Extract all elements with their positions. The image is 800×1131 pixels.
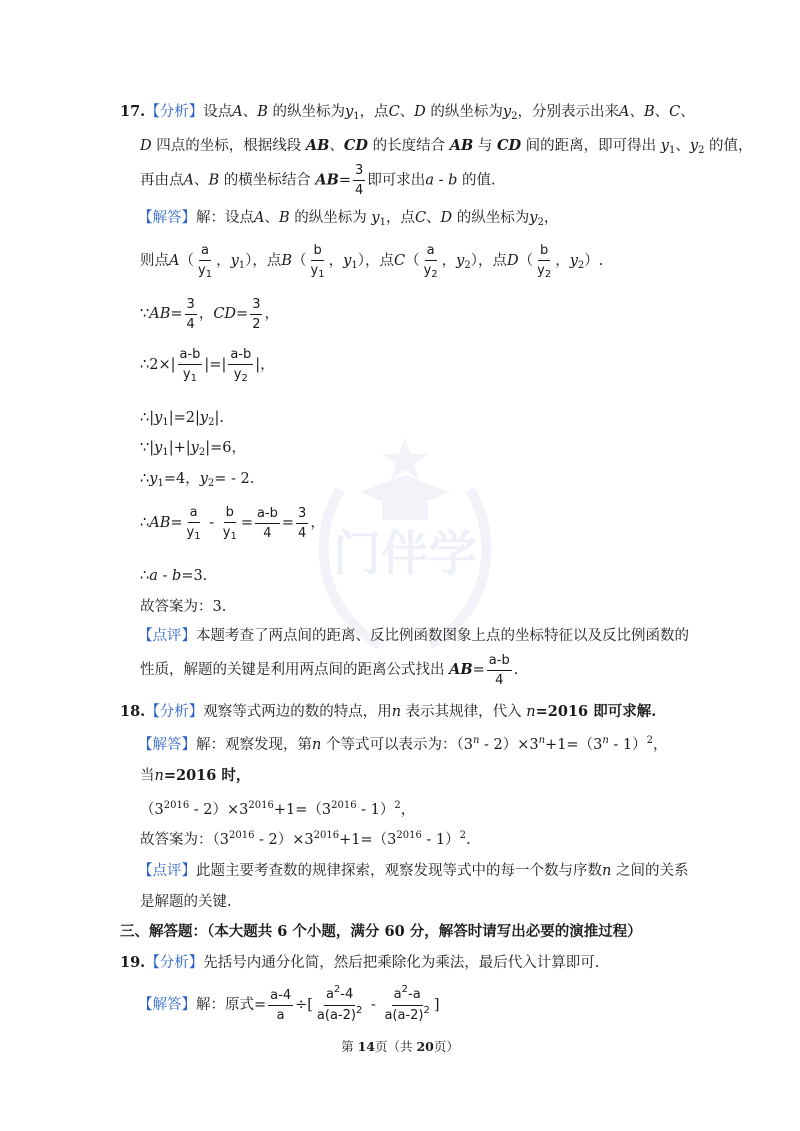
fraction: $\frac{b}{y_2}$ bbox=[537, 243, 552, 280]
page-number: 14 bbox=[357, 1039, 375, 1054]
fraction: $\frac{3}{2}$ bbox=[252, 296, 261, 332]
q18-comment-tag: 【点评】 bbox=[138, 863, 196, 879]
q17-answer-tag: 【解答】 bbox=[138, 210, 196, 226]
fraction: $\frac{b}{y_1}$ bbox=[310, 243, 325, 280]
q18-answer-tag: 【解答】 bbox=[138, 737, 196, 753]
watermark-text: 门伴学 bbox=[332, 526, 478, 582]
q17-answer-line-2: 则点A（ $\frac{a}{y_1}$ ，$y_1$），点B（ $\frac{b}{y_1}$ ，$y_1$），点C（ $\frac{a}{y_2}$ ，$y_2$），点D（ $\frac{b}{y_2}$ ，$y_2$）. bbox=[140, 243, 604, 280]
q17-comment-tag: 【点评】 bbox=[138, 628, 196, 644]
page-total: 20 bbox=[416, 1039, 434, 1054]
q18-number: 18. bbox=[120, 703, 146, 720]
q17-answer-line-10: 故答案为：3. bbox=[140, 599, 227, 615]
q17-answer-line-4: ∴2×| $\frac{a-b}{y_1}$ |=| $\frac{a-b}{y_2}$ |， bbox=[140, 347, 275, 384]
q17-answer-line-3: ∵AB= $\frac{3}{4}$ ，CD= $\frac{3}{2}$ ， bbox=[140, 296, 279, 332]
fraction: $\frac{b}{y_1}$ bbox=[222, 505, 237, 542]
fraction: $\frac{3}{4}$ bbox=[186, 296, 195, 332]
q17-answer-line-9: ∴a - b=3. bbox=[140, 568, 208, 584]
fraction: $\frac{a-b}{y_2}$ bbox=[230, 347, 252, 384]
q19-number: 19. bbox=[120, 954, 146, 971]
q17-answer-line-5: $\therefore|y_1|=2|y_2|$. bbox=[140, 410, 224, 428]
q19-analysis-tag: 【分析】 bbox=[145, 955, 204, 971]
fraction: $\frac{a^2-4}{a(a-2)^2}$ bbox=[316, 983, 363, 1023]
q17-answer-line-7: $\therefore y_1=4$，$y_2= - 2$. bbox=[140, 471, 255, 489]
fraction: $\frac{a-4}{a}$ bbox=[270, 987, 292, 1023]
q18-analysis-line: 18.【分析】观察等式两边的数的特点，用n 表示其规律，代入 n=2016 即可求解. bbox=[120, 703, 657, 720]
q19-answer-line: 【解答】解：原式= $\frac{a-4}{a}$ ÷[ $\frac{a^2-4}{a(a-2)^2}$ - $\frac{a^2-a}{a(a-2)^2}$ ] bbox=[138, 983, 440, 1023]
q17-analysis-line-1: 17.【分析】设点A、B 的纵坐标为$y_1$，点C、D 的纵坐标为$y_2$，分别表示出来A、B、C、 bbox=[120, 103, 695, 122]
fraction: $\frac{3}{4}$ bbox=[298, 505, 307, 541]
fraction: $\frac{a-b}{4}$ bbox=[256, 505, 278, 541]
q17-comment-line-2: 性质，解题的关键是利用两点间的距离公式找出 AB= $\frac{a-b}{4}$ . bbox=[140, 652, 519, 688]
fraction: $\frac{a-b}{y_1}$ bbox=[179, 347, 201, 384]
fraction: $\frac{a}{y_1}$ bbox=[197, 243, 213, 280]
fraction: $\frac{a}{y_1}$ bbox=[186, 505, 201, 542]
q17-comment-line-1: 【点评】本题考查了两点间的距离、反比例函数图象上点的坐标特征以及反比例函数的 bbox=[138, 628, 689, 644]
q17-answer-line-8: ∴AB= $\frac{a}{y_1}$ - $\frac{b}{y_1}$ = $\frac{a-b}{4}$ = $\frac{3}{4}$ ， bbox=[140, 505, 325, 542]
q17-analysis-line-3: 再由点A、B 的横坐标结合 AB= $\frac{3}{4}$ 即可求出a - b 的值. bbox=[140, 163, 496, 198]
q18-comment-line-2: 是解题的关键. bbox=[140, 894, 232, 910]
q17-analysis-line-2: D 四点的坐标，根据线段 AB、CD 的长度结合 AB 与 CD 间的距离，即可得出 $y_1$、$y_2$ 的值， bbox=[140, 137, 753, 156]
fraction: $\frac{3}{4}$ bbox=[355, 163, 364, 198]
q18-answer-line-1: 【解答】解：观察发现，第n 个等式可以表示为：$(3^n - 2)\times 3^n+1=(3^n - 1)^2$， bbox=[138, 735, 668, 753]
q18-answer-line-4: 故答案为：$(3^{2016} - 2)\times 3^{2016}+1=(3^{2016} - 1)^2$. bbox=[140, 830, 471, 848]
q17-answer-line-6: $\because|y_1|+|y_2|=6$， bbox=[140, 440, 246, 458]
q17-number: 17. bbox=[120, 103, 146, 120]
fraction: $\frac{a}{y_2}$ bbox=[423, 243, 438, 280]
section-heading: 三、解答题：（本大题共 6 个小题，满分 60 分，解答时请写出必要的演推过程） bbox=[120, 923, 642, 940]
page-footer: 第 14页（共 20页） bbox=[341, 1039, 459, 1054]
q18-analysis-tag: 【分析】 bbox=[145, 704, 204, 720]
fraction: $\frac{a^2-a}{a(a-2)^2}$ bbox=[384, 983, 430, 1023]
q18-answer-line-3: $(3^{2016} - 2)\times 3^{2016}+1=(3^{2016} - 1)^2$， bbox=[140, 800, 416, 818]
q17-answer-line-1: 【解答】解：设点A、B 的纵坐标为 $y_1$，点C、D 的纵坐标为$y_2$， bbox=[138, 210, 559, 228]
q19-answer-tag: 【解答】 bbox=[138, 997, 196, 1013]
q18-comment-line-1: 【点评】此题主要考查数的规律探索，观察发现等式中的每一个数与序数n 之间的关系 bbox=[138, 863, 689, 879]
q19-analysis-line: 19.【分析】先括号内通分化简，然后把乘除化为乘法，最后代入计算即可. bbox=[120, 954, 600, 971]
star-icon bbox=[382, 438, 428, 480]
q17-analysis-tag: 【分析】 bbox=[145, 104, 204, 120]
fraction: $\frac{a-b}{4}$ bbox=[488, 652, 510, 688]
q18-answer-line-2: 当n=2016 时， bbox=[140, 767, 251, 784]
